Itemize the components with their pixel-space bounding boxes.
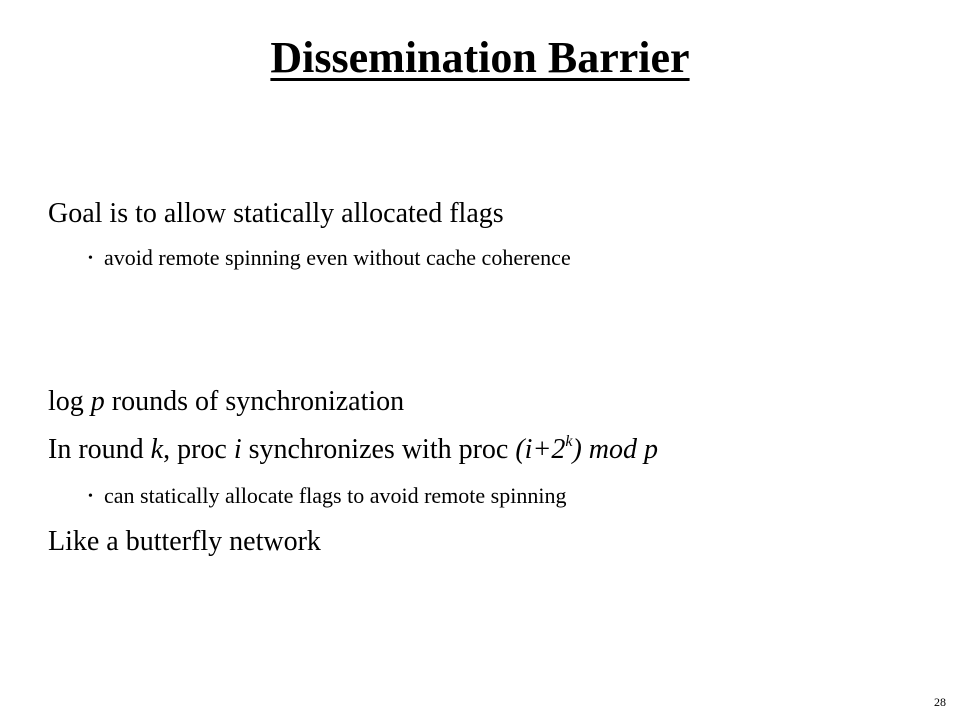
bullet-icon: • xyxy=(88,251,93,266)
expr-open: (i+2 xyxy=(515,434,566,465)
round-k-part2: , proc xyxy=(163,434,234,465)
round-k-line xyxy=(48,432,658,468)
round-k-part1: In round xyxy=(48,434,151,465)
slide-title: Dissemination Barrier xyxy=(270,33,690,82)
rounds-prefix: log xyxy=(48,386,91,417)
var-p: p xyxy=(90,386,105,417)
bullet-icon: • xyxy=(88,489,93,504)
page-number: 28 xyxy=(934,695,946,709)
butterfly-line: Like a butterfly network xyxy=(48,526,321,557)
expr-superscript: k xyxy=(565,433,573,450)
goal-sub-bullet xyxy=(88,240,571,277)
expr-close: ) mod p xyxy=(572,434,659,465)
round-k-sub-bullet xyxy=(88,478,566,515)
goal-line: Goal is to allow statically allocated flags xyxy=(48,198,504,229)
goal-sub-text: avoid remote spinning even without cache coherence xyxy=(104,245,571,270)
var-i: i xyxy=(233,434,242,465)
round-k-part3: synchronizes with proc xyxy=(241,434,516,465)
rounds-suffix: rounds of synchronization xyxy=(104,386,405,417)
round-k-sub-text: can statically allocate flags to avoid remote spinning xyxy=(104,483,567,508)
rounds-line xyxy=(48,384,404,420)
var-k: k xyxy=(150,434,164,465)
